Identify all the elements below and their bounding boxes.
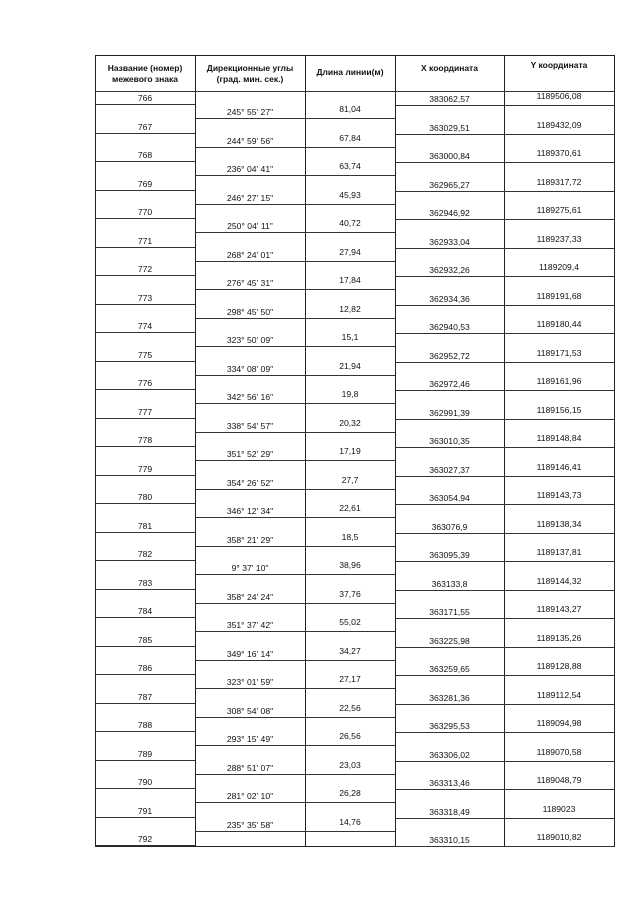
line-length: 19,8 — [341, 389, 359, 400]
row-divider — [195, 745, 395, 746]
row-divider — [395, 533, 614, 534]
x-coordinate: 363318,49 — [429, 806, 470, 817]
directional-angle: 342° 56' 16" — [226, 392, 274, 403]
row-divider — [95, 418, 195, 419]
y-coordinate: 1189023 — [542, 803, 576, 814]
x-coordinate: 363027,37 — [429, 464, 470, 475]
row-divider — [195, 147, 395, 148]
row-divider — [95, 646, 195, 647]
row-divider — [395, 846, 614, 847]
column-divider — [395, 55, 396, 846]
point-name: 770 — [137, 207, 153, 217]
x-coordinate: 363029,51 — [429, 122, 470, 133]
y-coordinate: 1189275,61 — [536, 205, 582, 215]
point-name: 768 — [137, 150, 153, 160]
row-divider — [95, 703, 195, 704]
directional-angle: 358° 21' 29" — [226, 534, 274, 545]
x-coordinate: 363171,55 — [429, 607, 470, 617]
row-divider — [195, 574, 395, 575]
point-name: 778 — [137, 435, 153, 445]
line-length: 37,76 — [339, 588, 361, 599]
row-divider — [95, 503, 195, 504]
directional-angle: 351° 52' 29" — [226, 449, 274, 460]
y-coordinate: 1189317,72 — [536, 176, 582, 187]
line-length: 14,76 — [339, 816, 361, 827]
line-length: 27,17 — [339, 674, 361, 685]
row-divider — [195, 660, 395, 661]
row-divider — [395, 105, 614, 106]
row-divider — [395, 789, 614, 790]
line-length: 22,56 — [339, 702, 361, 713]
x-coordinate: 362991,39 — [429, 407, 470, 418]
row-divider — [95, 446, 195, 447]
row-divider — [195, 232, 395, 233]
line-length: 22,61 — [339, 503, 361, 514]
directional-angle: 323° 50' 09" — [226, 335, 274, 346]
point-name: 783 — [137, 577, 153, 588]
row-divider — [195, 318, 395, 319]
point-name: 786 — [137, 663, 153, 673]
x-coordinate: 363225,98 — [429, 635, 470, 646]
directional-angle: 288° 51' 07" — [226, 762, 274, 773]
line-length: 55,02 — [339, 617, 361, 628]
line-length: 23,03 — [339, 759, 361, 770]
row-divider — [395, 191, 614, 192]
row-divider — [395, 590, 614, 591]
row-divider — [395, 447, 614, 448]
x-coordinate: 362934,36 — [429, 293, 470, 304]
row-divider — [95, 190, 195, 191]
row-divider — [95, 731, 195, 732]
directional-angle: 349° 16' 14" — [226, 648, 274, 659]
row-divider — [395, 362, 614, 363]
directional-angle: 281° 02' 10" — [226, 791, 274, 802]
line-length: 17,84 — [339, 275, 361, 286]
row-divider — [95, 332, 195, 333]
x-coordinate: 363054,94 — [429, 493, 470, 503]
point-name: 791 — [137, 805, 153, 816]
line-length: 12,82 — [339, 303, 361, 314]
point-name: 774 — [137, 321, 153, 331]
line-length: 20,32 — [339, 417, 361, 428]
x-coordinate: 362972,46 — [429, 379, 470, 389]
point-name: 775 — [137, 349, 153, 360]
x-coordinate: 363313,46 — [429, 778, 470, 788]
y-coordinate: 1189137,81 — [536, 547, 582, 557]
row-divider — [195, 688, 395, 689]
row-divider — [95, 247, 195, 248]
line-length: 67,84 — [339, 132, 361, 143]
point-name: 773 — [137, 292, 153, 303]
point-name: 767 — [137, 121, 153, 132]
point-name: 777 — [137, 406, 153, 417]
directional-angle: 276° 45' 31" — [226, 278, 274, 289]
column-divider — [195, 55, 196, 846]
row-divider — [395, 134, 614, 135]
y-coordinate: 1189048,79 — [536, 775, 582, 785]
line-length: 15,1 — [341, 332, 359, 343]
row-divider — [395, 818, 614, 819]
row-divider — [195, 403, 395, 404]
y-coordinate: 1189191,68 — [536, 290, 582, 301]
row-divider — [95, 361, 195, 362]
boundary-coordinates-table — [95, 55, 614, 846]
y-coordinate: 1189143,73 — [536, 490, 582, 500]
directional-angle: 323° 01' 59" — [226, 677, 274, 688]
line-length: 34,27 — [339, 645, 361, 656]
x-coordinate: 362965,27 — [429, 179, 470, 190]
point-name: 792 — [137, 834, 153, 844]
y-coordinate: 1189094,98 — [536, 718, 582, 728]
row-divider — [95, 817, 195, 818]
directional-angle: 346° 12' 34" — [226, 506, 274, 517]
header-length: Длина линии(м) — [316, 67, 384, 77]
directional-angle: 235° 35' 58" — [226, 819, 274, 830]
row-divider — [195, 460, 395, 461]
y-coordinate: 1189209,4 — [539, 262, 579, 272]
directional-angle: 246° 27' 15" — [226, 192, 274, 203]
column-divider — [305, 55, 306, 846]
x-coordinate: 383062,57 — [429, 94, 470, 104]
header-x: X координата — [421, 63, 478, 73]
row-divider — [195, 346, 395, 347]
row-divider — [395, 504, 614, 505]
row-divider — [95, 788, 195, 789]
directional-angle: 244° 59' 56" — [226, 135, 274, 146]
row-divider — [95, 560, 195, 561]
row-divider — [195, 289, 395, 290]
y-coordinate: 1189180,44 — [536, 319, 582, 329]
column-divider — [504, 55, 505, 846]
directional-angle: 354° 26' 52" — [226, 477, 274, 488]
y-coordinate: 1189237,33 — [536, 233, 582, 244]
line-length: 40,72 — [339, 218, 361, 229]
header-name: Название (номер) межевого знака — [107, 63, 183, 84]
row-divider — [195, 774, 395, 775]
y-coordinate: 1189135,26 — [536, 632, 582, 643]
row-divider — [195, 802, 395, 803]
point-name: 785 — [137, 634, 153, 645]
x-coordinate: 363133,8 — [431, 578, 468, 589]
row-divider — [395, 647, 614, 648]
line-length: 45,93 — [339, 189, 361, 200]
row-divider — [195, 717, 395, 718]
row-divider — [95, 674, 195, 675]
row-divider — [95, 845, 195, 846]
y-coordinate: 1189432,09 — [536, 119, 582, 130]
line-length: 18,5 — [341, 531, 359, 542]
row-divider — [95, 275, 195, 276]
row-divider — [195, 432, 395, 433]
y-coordinate: 1189144,32 — [536, 575, 582, 586]
directional-angle: 338° 54' 57" — [226, 420, 274, 431]
y-coordinate: 1189070,58 — [536, 746, 582, 757]
row-divider — [195, 175, 395, 176]
point-name: 784 — [137, 606, 153, 616]
directional-angle: 9° 37' 10" — [231, 563, 269, 574]
row-divider — [395, 390, 614, 391]
directional-angle: 236° 04' 41" — [226, 164, 274, 175]
directional-angle: 351° 37' 42" — [226, 620, 274, 631]
directional-angle: 293° 15' 49" — [226, 734, 274, 745]
point-name: 790 — [137, 777, 153, 787]
row-divider — [395, 276, 614, 277]
row-divider — [195, 204, 395, 205]
row-divider — [95, 617, 195, 618]
y-coordinate: 1189128,88 — [536, 661, 582, 671]
row-divider — [95, 589, 195, 590]
row-divider — [95, 133, 195, 134]
header-angle: Дирекционные углы (град. мин. сек.) — [206, 63, 294, 84]
row-divider — [95, 389, 195, 390]
y-coordinate: 1189171,53 — [536, 347, 582, 358]
point-name: 766 — [137, 93, 153, 103]
y-coordinate: 1189143,27 — [536, 604, 582, 614]
line-length: 27,7 — [341, 474, 359, 485]
y-coordinate: 1189146,41 — [536, 461, 582, 472]
x-coordinate: 363095,39 — [429, 550, 470, 560]
point-name: 782 — [137, 549, 153, 559]
row-divider — [195, 517, 395, 518]
row-divider — [95, 218, 195, 219]
row-divider — [195, 631, 395, 632]
line-length: 63,74 — [339, 161, 361, 172]
x-coordinate: 362932,26 — [429, 265, 470, 275]
point-name: 771 — [137, 235, 153, 246]
point-name: 772 — [137, 264, 153, 274]
x-coordinate: 363259,65 — [429, 664, 470, 674]
row-divider — [95, 475, 195, 476]
row-divider — [195, 831, 395, 832]
row-divider — [395, 618, 614, 619]
row-divider — [395, 162, 614, 163]
line-length: 38,96 — [339, 560, 361, 571]
row-divider — [395, 761, 614, 762]
point-name: 788 — [137, 720, 153, 730]
row-divider — [195, 489, 395, 490]
x-coordinate: 363281,36 — [429, 692, 470, 703]
directional-angle: 298° 45' 50" — [226, 306, 274, 317]
directional-angle: 245° 55' 27" — [226, 107, 274, 118]
x-coordinate: 363000,84 — [429, 151, 470, 161]
point-name: 776 — [137, 378, 153, 388]
line-length: 21,94 — [339, 360, 361, 371]
x-coordinate: 362933,04 — [429, 236, 470, 247]
row-divider — [395, 248, 614, 249]
x-coordinate: 363010,35 — [429, 436, 470, 446]
point-name: 769 — [137, 178, 153, 189]
y-coordinate: 1189112,54 — [536, 689, 582, 700]
directional-angle: 250° 04' 11" — [227, 221, 273, 232]
x-coordinate: 362940,53 — [429, 322, 470, 332]
row-divider — [195, 546, 395, 547]
line-length: 27,94 — [339, 246, 361, 257]
y-coordinate: 1189161,96 — [536, 376, 582, 386]
x-coordinate: 363310,15 — [429, 835, 470, 845]
x-coordinate: 363295,53 — [429, 721, 470, 731]
row-divider — [395, 476, 614, 477]
row-divider — [95, 304, 195, 305]
y-coordinate: 1189370,61 — [536, 148, 582, 158]
line-length: 26,28 — [339, 788, 361, 799]
point-name: 787 — [137, 691, 153, 702]
row-divider — [395, 419, 614, 420]
y-coordinate: 1189138,34 — [536, 518, 582, 529]
point-name: 779 — [137, 463, 153, 474]
y-coordinate: 1189148,84 — [536, 433, 582, 443]
line-length: 26,56 — [339, 731, 361, 742]
row-divider — [395, 333, 614, 334]
row-divider — [195, 118, 395, 119]
row-divider — [395, 305, 614, 306]
line-length: 81,04 — [339, 104, 361, 115]
row-divider — [195, 375, 395, 376]
point-name: 780 — [137, 492, 153, 502]
row-divider — [95, 161, 195, 162]
row-divider — [395, 219, 614, 220]
row-divider — [395, 732, 614, 733]
row-divider — [95, 760, 195, 761]
point-name: 789 — [137, 748, 153, 759]
row-divider — [395, 561, 614, 562]
point-name: 781 — [137, 520, 153, 531]
row-divider — [95, 104, 195, 105]
directional-angle: 268° 24' 01" — [226, 249, 274, 260]
row-divider — [195, 261, 395, 262]
line-length: 17,19 — [339, 446, 361, 457]
row-divider — [395, 704, 614, 705]
x-coordinate: 363076,9 — [431, 521, 468, 532]
x-coordinate: 362952,72 — [429, 350, 470, 361]
header-y: Y координата — [530, 60, 588, 70]
row-divider — [195, 603, 395, 604]
x-coordinate: 362946,92 — [429, 208, 470, 218]
x-coordinate: 363306,02 — [429, 749, 470, 760]
y-coordinate: 1189506,08 — [536, 91, 582, 101]
directional-angle: 308° 54' 08" — [226, 705, 274, 716]
directional-angle: 334° 08' 09" — [226, 363, 274, 374]
y-coordinate: 1189010,82 — [536, 832, 582, 842]
y-coordinate: 1189156,15 — [536, 404, 582, 415]
directional-angle: 358° 24' 24" — [226, 591, 274, 602]
row-divider — [395, 675, 614, 676]
row-divider — [95, 532, 195, 533]
